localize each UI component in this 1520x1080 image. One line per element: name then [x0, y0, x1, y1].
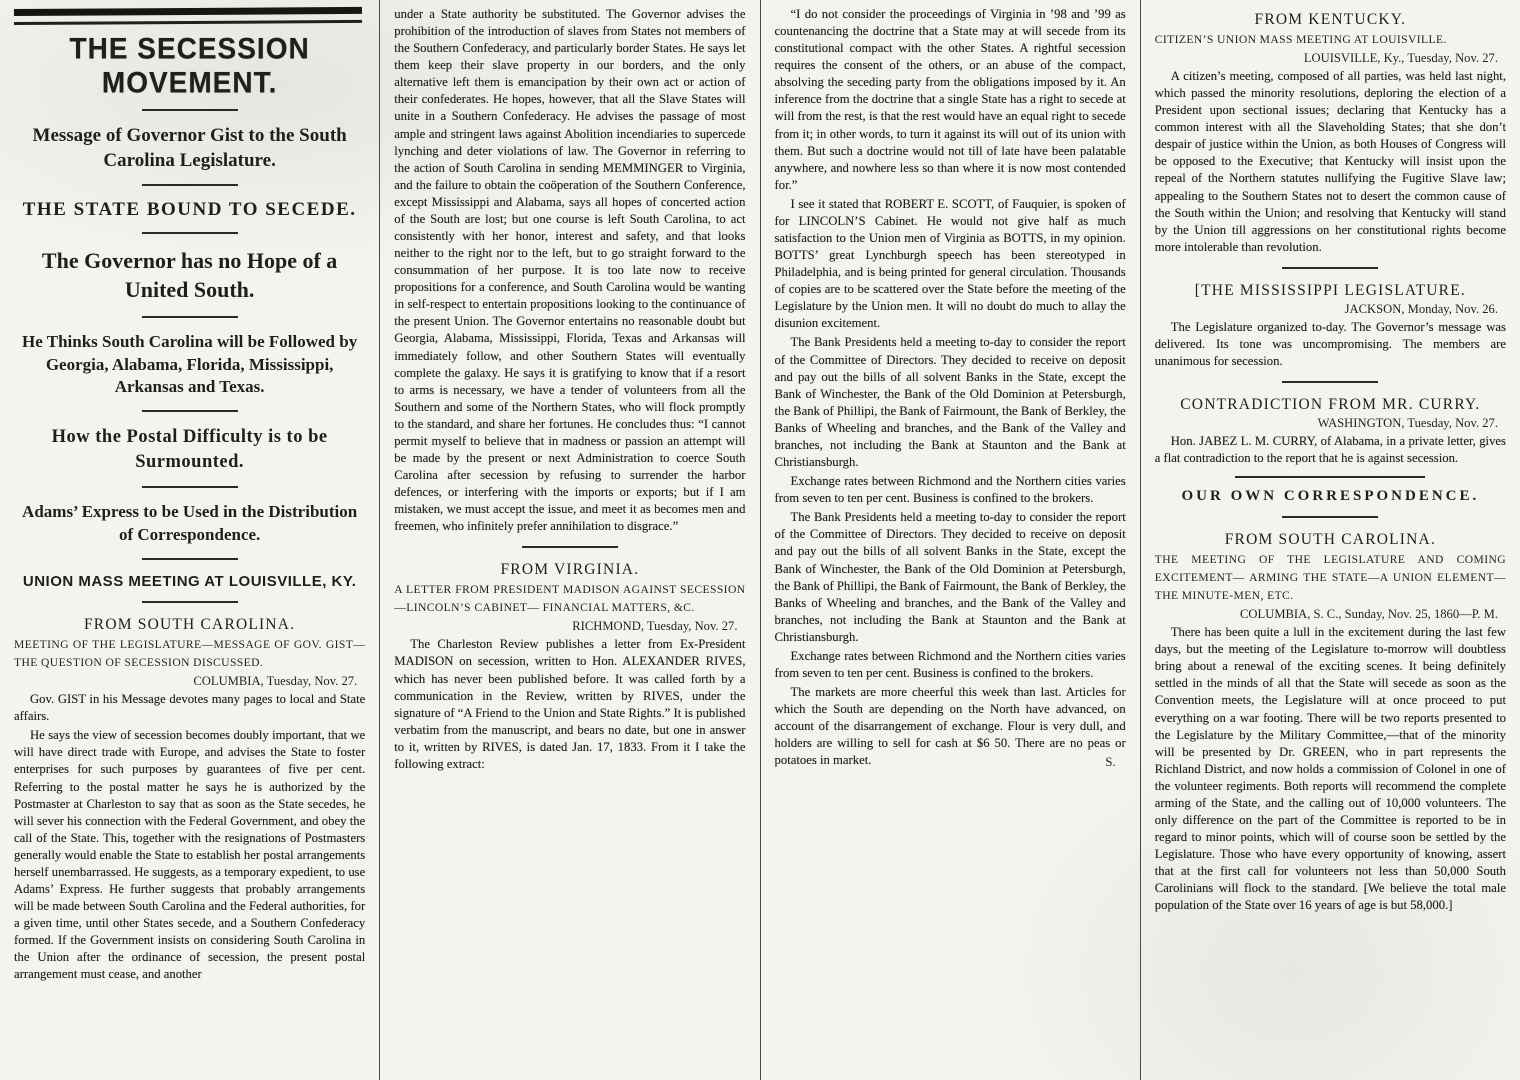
divider-rule: [1235, 476, 1425, 478]
dateline: COLUMBIA, S. C., Sunday, Nov. 25, 1860—P. M.: [1240, 607, 1498, 622]
section-heading: FROM KENTUCKY.: [1254, 11, 1407, 28]
divider-rule: [142, 601, 238, 603]
section-heading: OUR OWN CORRESPONDENCE.: [1181, 488, 1480, 505]
section-heading: CONTRADICTION FROM MR. CURRY.: [1180, 396, 1481, 414]
body-paragraph: I see it stated that ROBERT E. SCOTT, of Fauquier, is spoken of for LINCOLN’S Cabinet. He would not give half as much satisfaction to the Union men of Virginia as BOTTS, in my opinion. BOTTS’ great Lynchburgh speech has been stereotyped in Philadelphia, and is being printed for general circulation. Thousands of copies are to be scattered over the State before the meeting of the Legislature by the Union men. It will no doubt do much to allay the disunion excitement.: [774, 196, 1126, 331]
dateline: LOUISVILLE, Ky., Tuesday, Nov. 27.: [1303, 50, 1498, 65]
deck-headline: The Governor has no Hope of a United South.: [41, 248, 338, 302]
dateline: COLUMBIA, Tuesday, Nov. 27.: [193, 674, 358, 689]
sub-heading: A LETTER FROM PRESIDENT MADISON AGAINST SECESSION—LINCOLN’S CABINET— FINANCIAL MATTERS, &C.: [394, 583, 746, 615]
divider-rule: [142, 486, 238, 488]
section-heading: [THE MISSISSIPPI LEGISLATURE.: [1194, 281, 1466, 299]
divider-rule: [1282, 381, 1378, 383]
body-paragraph: The Charleston Review publishes a letter from Ex-President MADISON on secession, written to Hon. ALEXANDER RIVES, which has never been published before. It was called forth by a communication in the Review, written by RIVES, under the signature of “A Friend to the Union and State Rights.” It is published verbatim from the manuscript, and bears no date, but one in answer to it, written by RIVES, is dated Jan. 17, 1833. From it I take the following extract:: [394, 637, 746, 771]
body-paragraph: Gov. GIST in his Message devotes many pages to local and State affairs.: [14, 692, 366, 724]
dateline: RICHMOND, Tuesday, Nov. 27.: [572, 619, 738, 634]
correspondent-signature: S.: [1105, 754, 1116, 770]
divider-rule: [142, 558, 238, 560]
divider-rule: [142, 184, 238, 186]
body-paragraph: The Bank Presidents held a meeting to-day to consider the report of the Committee of Directors. They decided to receive on deposit and pay out the bills of all solvent Banks in the State, except the Bank of Winchester, the Bank of the Old Dominion at Petersburgh, the Bank of Phillipi, the Bank of Fairmount, the Bank of Berkley, the Banks of Wheeling and branches, and the Bank of the Valley and branches, not including the Bank at Staunton and the Bank at Christiansburgh.: [774, 335, 1126, 470]
section-heading: FROM SOUTH CAROLINA.: [83, 616, 296, 634]
column-3: [761, 0, 1140, 1080]
deck-headline: How the Postal Difficulty is to be Surmounted.: [51, 427, 328, 473]
divider-rule: [142, 232, 238, 234]
divider-rule: [142, 410, 238, 412]
body-paragraph: The Bank Presidents held a meeting to-day to consider the report of the Committee of Directors. They decided to receive on deposit and pay out the bills of all solvent Banks in the State, except the Bank of Winchester, the Bank of the Old Dominion at Petersburgh, the Bank of Phillipi, the Bank of Fairmount, the Bank of Berkley, the Banks of Wheeling and branches, and the Bank of the Valley and branches, not including the Bank at Staunton and the Bank at Christiansburgh.: [774, 510, 1126, 644]
divider-rule: [522, 546, 618, 548]
body-paragraph: There has been quite a lull in the excitement during the last few days, but the meeting of the Legislature to-morrow will doubtless bring about a renewal of the exciting scenes. It being definitely settled in the minds of all that the State will secede as soon as the Convention meets, the Legislature will at once proceed to put everything on a war footing. There will be two reports presented to the Legislature by the Military Committee,—that of the minority will be presented by Dr. GREEN, who in part represents the Richland District, and now holds a commission of Colonel in one of the volunteer regiments. Both reports will recommend the complete arming of the State, and the calling out of 10,000 volunteers. The only difference on the part of the Committee is reported to be in regard to minor points, which will of course soon be settled by the Legislature. Those who have every opportunity of knowing, assert that at the first call for volunteers not less than 50,000 South Carolinians will flock to the standard. [We believe the total male population of the State over 16 years of age is but 58,000.]: [1154, 625, 1506, 913]
column-1: [0, 0, 379, 1080]
sub-heading: MEETING OF THE LEGISLATURE—MESSAGE OF GOV. GIST—THE QUESTION OF SECESSION DISCUSSED.: [14, 638, 366, 670]
deck-headline: UNION MASS MEETING AT LOUISVILLE, KY.: [22, 573, 357, 591]
deck-headline: THE STATE BOUND TO SECEDE.: [22, 199, 357, 221]
body-paragraph: “I do not consider the proceedings of Virginia in ’98 and ’99 as countenancing the doctrine that a State may at will secede from its constitutional compact with the other States. A rightful secession requires the consent of the others, or an abuse of the compact, absolving the seceding party from the obligations imposed by it. An inference from the doctrine that a single State has a right to secede at will from the rest, is that the rest would have an equal right to secede from it; in other words, to turn it against its will out of its union with them. But such a doctrine would not till of late have been palatable anywhere, and nowhere less so than where it is now most contended for.”: [774, 7, 1126, 192]
deck-headline: Message of Governor Gist to the South Carolina Legislature.: [32, 125, 347, 171]
divider-rule: [1282, 516, 1378, 518]
body-paragraph: Exchange rates between Richmond and the Northern cities varies from seven to ten per cent. Business is confined to the brokers.: [774, 648, 1126, 680]
sub-heading: CITIZEN’S UNION MASS MEETING AT LOUISVILLE.: [1154, 33, 1447, 46]
dateline: WASHINGTON, Tuesday, Nov. 27.: [1317, 416, 1498, 431]
sub-heading: THE MEETING OF THE LEGISLATURE AND COMING EXCITEMENT— ARMING THE STATE—A UNION ELEMENT—THE MINUTE-MEN, ETC.: [1154, 553, 1506, 603]
divider-rule: [1282, 267, 1378, 269]
body-paragraph: The markets are more cheerful this week than last. Articles for which the South are depending on the North have advanced, on account of the disarrangement of exchange. Flour is very dull, and holders are willing to sell for cash at $6 50. There are no peas or potatoes in market.: [774, 685, 1126, 768]
body-paragraph: A citizen’s meeting, composed of all parties, was held last night, which passed the minority resolutions, deploring the election of a President upon sectional issues; declaring that Kentucky has a common interest with all the Slaveholding States; that she don’t despair of justice within the Union, as both Houses of Congress will be opposed to the Executive; that Kentucky will insist upon the repeal of the Northern statutes nullifying the Fugitive Slave law; appealing to the Southern States not to desert the common cause of the South within the Union; and resolving that Kentucky will stand by the Union till aggressions on her constitutional rights become more intolerable than revolution.: [1154, 68, 1506, 254]
deck-headline: Adams’ Express to be Used in the Distribution of Correspondence.: [22, 502, 358, 545]
body-paragraph: Exchange rates between Richmond and the Northern cities varies from seven to ten per cent. Business is confined to the brokers.: [774, 474, 1126, 506]
column-2: [380, 0, 759, 1080]
deck-headline: He Thinks South Carolina will be Followed by Georgia, Alabama, Florida, Mississippi, Arkansas and Texas.: [22, 331, 358, 397]
divider-rule: [142, 316, 238, 318]
body-paragraph: The Legislature organized to-day. The Governor’s message was delivered. Its tone was uncompromising. The members are unanimous for secession.: [1154, 319, 1506, 368]
section-heading: FROM SOUTH CAROLINA.: [1224, 531, 1437, 549]
main-headline: THE SECESSION MOVEMENT.: [69, 32, 310, 99]
body-paragraph: He says the view of secession becomes doubly important, that we will have direct trade with Europe, and advises the State to foster enterprises for such purposes by guarantees of five per cent. Referring to the postal matter he says he is authorized by the Postmaster at Charleston to say that as soon as the State secedes, he will sever his connection with the Federal Government, and obey the call of the State. This, together with the resignations of Postmasters generally would enable the State to establish her postal arrangements herself unembarrassed. He suggests, as a temporary expedient, to use Adams’ Express. He further suggests that probably arrangements will be made between South Carolina and the Federal authorities, for a given time, until other States secede, and a Southern Confederacy formed. If the Government insists on considering South Carolina in the Union after the ordinance of secession, the present postal arrangement must cease, and another: [14, 728, 366, 982]
body-paragraph: under a State authority be substituted. The Governor advises the prohibition of the introduction of slaves from States not members of the Southern Confederacy, and particularly border States. He says let them keep their slave property in our borders, and the only alternative left them is emancipation by their own act or action of their confederates. He hopes, however, that all the Slave States will unite in a Southern Confederacy. He advises the passage of most ample and stringent laws against Abolition incendiaries to supercede lynching and deter violations of law. The Governor in referring to the action of South Carolina in sending MEMMINGER to Virginia, and the failure to obtain the coöperation of the Southern Conference, except Mississippi and Alabama, says all hopes of concerted action of the South are lost; but one course is left South Carolina, to act consistently with her honor, interest and safety, and that looks neither to the right nor to the left, but to go straight forward to the consummation of her purpose. It is too late now to receive propositions for a conference, and South Carolina would be wanting in self-respect to entertain propositions looking to the continuance of the present Union. The Governor entertains no reasonable doubt but Georgia, Alabama, Mississippi, Florida, Texas and Arkansas will immediately follow, and other Southern States will eventually complete the galaxy. He says it is gratifying to know that if a resort to arms is necessary, we have a tender of volunteers from all the Southern and some of the Northern States, who will flock promptly to the standard, and share her fortunes. He concludes thus: “I cannot permit myself to believe that in madness or passion an attempt will be made by the present or next Administration to coerce South Carolina after secession by refusing to surrender the harbor defences, or interfering with the imports or exports; but if I am mistaken, we must accept the issue, and meet it as becomes men and freemen, who infinitely prefer annihilation to disgrace.”: [394, 7, 746, 534]
body-paragraph: Hon. JABEZ L. M. CURRY, of Alabama, in a private letter, gives a flat contradiction to the report that he is against secession.: [1154, 434, 1506, 466]
scan-artifact-bar: [14, 7, 362, 25]
dateline: JACKSON, Monday, Nov. 26.: [1344, 301, 1498, 316]
section-heading: FROM VIRGINIA.: [500, 561, 640, 579]
column-4: [1141, 0, 1520, 1080]
divider-rule: [142, 109, 238, 111]
